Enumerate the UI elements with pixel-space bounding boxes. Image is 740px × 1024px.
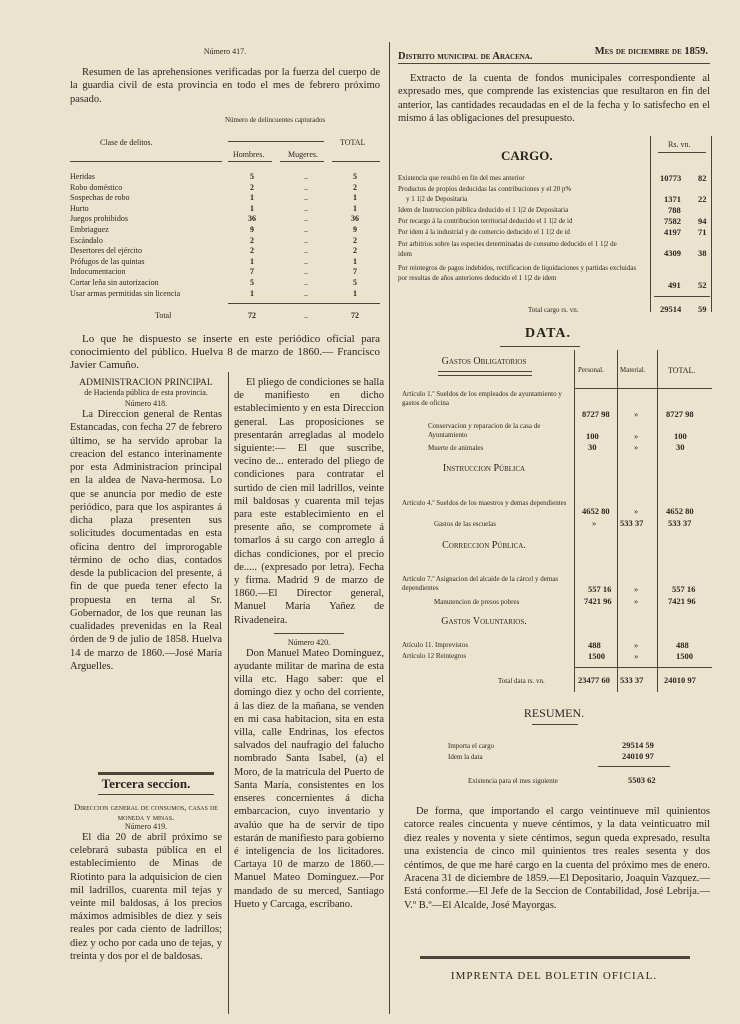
table-row: Embriaguez 9 .. 9 xyxy=(70,224,357,234)
resumen-title: RESUMEN. xyxy=(523,706,585,720)
data-total-label: Total data rs. vn. xyxy=(498,677,545,685)
table-header-group: Número de delincuentes capturados xyxy=(224,116,326,124)
numero-419: Número 419. xyxy=(124,822,168,831)
closing-aracena: De forma, que importando el cargo veintinueve mil quinientos catorce reales cincuenta y nueve céntimos, y la data veinticuatro mil diez reales y noventa y siete céntimos, segun queda expresado, resulta una existencia de cinco mil quinientos tres reales sesenta y dos céntimos, de que me haré cargo en la cuenta del próximo mes de enero. Aracena 31 de diciembre de 1859.—El Depositario, Joaquin Vazquez.—Está conforme.—El Jefe de la Seccion de Contabilidad, José Lebrija.—V.º B.º—El Alcalde, José Mayorgas. xyxy=(404,806,710,911)
cargo-row: Existencia que resultó en fin del mes anterior xyxy=(398,174,525,182)
table-row: Sospechas de robo 1 .. 1 xyxy=(70,193,357,203)
extracto: Extracto de la cuenta de fondos municipales correspondiente al expresado mes, que comprende las existencias que resultaron en fin del anterior, las cantidades recaudadas en el de la fecha y lo satisfecho en el mismo á las obligaciones del presupuesto. xyxy=(398,73,710,125)
body-419: El dia 20 de abril próximo se celebrará subasta pública en el establecimiento de Minas de Riotinto para la adquisicion de cien mil ladrillos, cuarenta mil tejas y veinte mil baldosas, á los precios máximos admisibles de diez y seis reales por cada ciento de ladrillos; diez y ocho por cada uno de tejas, y treinta y dos por el de baldosas. xyxy=(70,832,222,962)
data-table: Personal. Material. TOTAL. Gastos Obligatorios Artículo 1.º Sueldos de los empleados de ayuntamiento y gastos de oficina 8727 98 » 8727 98 Conservacion y reparacion de la casa de Ayuntamiento 100 » 100 Muerte de animales 30 » 30 Instruccion Pública Artículo 4.º Sueldos de los maestros y demas dependientes 4652 80 » 4652 80 Gastos de las escuelas » 533 37 533 37 Correccion Pública. Artículo 7.º Asignacion del alcaide de la cárcel y demas dependientes 557 16 » 557 16 Manutencion de presos pobres 7421 96 » 7421 96 Gastos Voluntarios. Atículo 11. Imprevistos 488 » 488 Artículo 12 Reintegros 1500 » 1500 Total data rs. vn. 23477 60 533 37 24010 97 xyxy=(398,350,713,695)
table-body xyxy=(70,172,380,299)
existencia-label: Existencia para el mes siguiente xyxy=(468,777,558,785)
column-a-bottom xyxy=(70,803,222,963)
newspaper-page: Número 417. Resumen de las aprehensiones verificadas por la fuerza del cuerpo de la guardia civil de esta provincia en todo el mes de febrero próximo pasado. Número de delincuentes capturados Clase de delitos. Hombres. Mugeres. TOTAL Heridas 5 .. 5 Robo doméstico 2 .. 2 Sospechas de robo 1 .. 1 Hurto 1 .. 1 Juegos prohibidos 36 .. 36 Embriaguez 9 .. 9 Escándalo 2 .. 2 Desertores del ejército 2 .. 2 Prófugos de las quintas 1 .. 1 Indocumentacion 7 .. 7 Cortar leña sin autorizacion 5 .. 5 Usar armas permitidas sin licencia 1 .. 1 Total 72 .. 72 Lo que he dispuesto se inserte en este periódico oficial para conocimiento del público. Huelva 8 de marzo de 1860.— Francisco Javier Camuño. ADMINISTRACION PRINCIPAL de Hacienda pública de esta provincia. Número 418. La Direccion general de Rentas Estancadas, con fecha 27 de febrero último, se ha servido aprobar la creacion del estanco interinamente por esta Administracion principal en la aldea de Nava-hermosa. Lo que se anuncia por medio de este periódico, para que los aspirantes á dicha plaza presenten sus solicitudes documentadas en esta oficina dentro del improrogable término de ocho dias, contados desde la publicacion del presente, á fin de que pueda tener efecto la propuesta en terna al Sr. Gobernador, de los que reunan las cualidades prevenidas en la Real órden de 9 de julio de 1858. Huelva 14 de marzo de 1860.—José María Arguelles. Tercera seccion. Direccion general de consumos, casas de moneda y minas. Número 419. El dia 20 de abril próximo se celebrará subasta pública en el establecimiento de Minas de Riotinto para la adquisicion de cien mil ladrillos, cuarenta mil tejas y veinte mil baldosas, á los precios máximos admisibles de diez y seis reales por cada ciento de ladrillos; diez y ocho por cada uno de tejas, y treinta y dos por el de baldosas. El pliego de condiciones se halla de manifiesto en dicho establecimiento y en esta Direccion general. Las proposiciones se presentarán arregladas al modelo siguiente:— El que suscribe, vecino de... enterado del pliego de condiciones para contratar el surtido de cien mil ladrillos, veinte mil baldosas y cuarenta mil tejas para este establecimiento en el presente año, se compromete á tomarlos á su cargo con arreglo á dichas condiciones, por el precio de..... (expresado por letra). Fecha y firma. Madrid 9 de marzo de 1860.—El Director general, Manuel María Yañez de Rivadeneira. Número 420. Don Manuel Mateo Dominguez, ayudante militar de marina de esta villa etc. Hago saber: que el domingo diez y ocho del corriente, á las diez de la mañana, se venden en mi casa habitacion, sita en esta villa, calle Endrinas, los efectos salvados del naufragio del falucho nombrado Santa Isabel, (a) el Moro, de la matrícula del Puerto de Santa María, consistentes en los enseres concernientes á dicha embarcacion, cuyo inventario y avalúo que ha de servir de tipo estarán de manifiesto para gobierno é inteligencia de los licitadores. Cartaya 10 de marzo de 1860.—Manuel Mateo Dominguez.—Por mandado de su merced, Santiago Hueto y Carcaga, escribano. Distrito municipal de Aracena. Mes de diciembre de 1859. Extracto de la cuenta de fondos municipales correspondiente al expresado mes, que comprende las existencias que resultaron en fin del anterior, las cantidades recaudadas en el de la fecha y lo satisfecho en el mismo á las obligaciones del presupuesto. CARGO. Rs. vn. Existencia que resultó en fin del mes anterior 10773 82 Productos de propios deducidas las contribuciones y el 20 p% y 1 1|2 de Depositaria 1371 22 Idem de Instruccion pública deducido el 1 1|2 de Depositaria 788 Por recargo á la contribucion territorial deducido el 1 1|2 de id 7582 94 Por idem á la industrial y de comercio deducido el 1 1|2 de id 4197 71 Por arbitrios sobre las especies determinadas de consumo deducido el 1 1|2 de idem 4309 38 Por reintegros de pagos indebidos, rectificacion de liquidaciones y partidas excluidas por resultas de años anteriores deducido el 1 1|2 de idem 491 52 Total cargo rs. vn. 29514 59 DATA. Personal. Material. TOTAL. Gastos Obligatorios Artículo 1.º Sueldos de los empleados de ayuntamiento y gastos de oficina 8727 98 » 8727 98 Conservacion y reparacion de la casa de Ayuntamiento 100 » 100 Muerte de animales 30 » 30 Instruccion Pública Artículo 4.º Sueldos de los maestros y demas dependientes 4652 80 » 4652 80 Gastos de las escuelas » 533 37 533 37 Correccion Pública. Artículo 7.º Asignacion del alcaide de la cárcel y demas dependientes 557 16 » 557 16 Manutencion de presos pobres 7421 96 » 7421 96 Gastos Voluntarios. Atículo 11. Imprevistos 488 » 488 Artículo 12 Reintegros 1500 » 1500 Total data rs. vn. 23477 60 533 37 24010 97 RESUMEN. Importa el cargo 29514 59 Idem la data 24010 97 Existencia para el mes siguiente 5503 62 De forma, que importando el cargo veintinueve mil quinientos catorce reales cincuenta y nueve céntimos, y la data veinticuatro mil diez reales y noventa y siete céntimos, segun queda expresado, resulta una existencia de cinco mil quinientos tres reales sesenta y dos céntimos, de que me haré cargo en la cuenta del próximo mes de enero. Aracena 31 de diciembre de 1859.—El Depositario, Joaquin Vazquez.—Está conforme.—El Jefe de la Seccion de Contabilidad, José Lebrija.—V.º B.º—El Alcalde, José Mayorgas. IMPRENTA DEL BOLETIN OFICIAL. xyxy=(0,0,740,1024)
data-row: Artículo 1.º Sueldos de los empleados de ayuntamiento y gastos de oficina xyxy=(402,390,562,408)
data-row: Muerte de animales xyxy=(428,444,484,452)
numero-420: Número 420. xyxy=(287,637,331,647)
column-divider xyxy=(389,42,390,1014)
table-row: Escándalo 2 .. 2 xyxy=(70,235,357,245)
numero-417: Número 417. xyxy=(203,47,247,56)
cargo-row: Por arbitrios sobre las especies determinadas de consumo deducido el 1 1|2 de idem xyxy=(398,240,617,258)
col-clase: Clase de delitos. xyxy=(100,138,153,147)
data-total-personal: 23477 60 xyxy=(578,675,610,685)
column-b xyxy=(234,376,384,911)
cargo-total: 29514 xyxy=(660,304,682,314)
subcolumn-divider xyxy=(228,372,229,1014)
section-title: Gastos Obligatorios xyxy=(441,356,527,367)
section-title: Instruccion Pública xyxy=(442,463,526,474)
data-row: Artículo 7.º Asignacion del alcaide de la cárcel y demas dependientes xyxy=(402,575,559,593)
dir-title: Direccion general de consumos, casas de moneda y minas. xyxy=(74,802,218,822)
cargo-row: Por idem á la industrial y de comercio deducido el 1 1|2 de id xyxy=(398,228,570,236)
data-row: Gastos de las escuelas xyxy=(434,520,497,528)
table-row: Robo doméstico 2 .. 2 xyxy=(70,182,357,192)
existencia-value: 5503 62 xyxy=(628,775,656,785)
mes-title: Mes de diciembre de 1859. xyxy=(594,46,708,57)
cargo-row: Productos de propios deducidas las contribuciones y el 20 p% xyxy=(398,185,572,193)
table-row: Desertores del ejército 2 .. 2 xyxy=(70,246,357,256)
col-mugeres: Mugeres. xyxy=(288,150,318,159)
right-header xyxy=(398,46,708,64)
table-row: Indocumentacion 7 .. 7 xyxy=(70,267,357,277)
admin-title: ADMINISTRACION PRINCIPAL xyxy=(79,378,213,388)
cargo-row: Por reintegros de pagos indebidos, rectificacion de liquidaciones y partidas excluidas por resultas de años anteriores deducido el 1 1|2 de idem xyxy=(398,264,637,282)
resumen-row: Importa el cargo xyxy=(448,742,495,750)
table-total-row: Total 72 .. 72 xyxy=(155,311,359,320)
cargo-total-label: Total cargo rs. vn. xyxy=(528,306,579,314)
distrito-title: Distrito municipal de Aracena. xyxy=(398,51,533,62)
section-title: Gastos Voluntarios. xyxy=(441,616,527,627)
body-419-cont: El pliego de condiciones se halla de manifiesto en dicho establecimiento y en esta Direccion general. Las proposiciones se presentarán arregladas al modelo siguiente:— El que suscribe, vecino de... enterado del pliego de condiciones para contratar el surtido de cien mil ladrillos, veinte mil baldosas y cuarenta mil tejas para este establecimiento en el presente año, se compromete á tomarlos á su cargo con arreglo á dichas condiciones, por el precio de..... (expresado por letra). Fecha y firma. Madrid 9 de marzo de 1860.—El Director general, Manuel María Yañez de Rivadeneira. xyxy=(234,377,384,626)
resumen-intro: Resumen de las aprehensiones verificadas por la fuerza del cuerpo de la guardia civil de esta provincia en todo el mes de febrero próximo pasado. xyxy=(70,67,380,105)
numero-418: Número 418. xyxy=(124,399,168,408)
table-row: Juegos prohibidos 36 .. 36 xyxy=(70,214,359,224)
tercera-seccion: Tercera seccion. xyxy=(101,776,191,791)
table-row: Heridas 5 .. 5 xyxy=(70,172,357,181)
col-total: TOTAL xyxy=(340,138,366,147)
data-row: Atículo 11. Imprevistos xyxy=(402,641,469,649)
data-row: Artículo 12 Reintegros xyxy=(402,652,467,660)
resumen-row: Idem la data xyxy=(448,753,483,761)
data-row: Artículo 4.º Sueldos de los maestros y demas dependientes xyxy=(402,499,567,507)
cargo-title: CARGO. xyxy=(501,148,553,163)
cargo-row: Por recargo á la contribucion territorial deducido el 1 1|2 de id xyxy=(398,217,573,225)
data-total-material: 533 37 xyxy=(620,675,644,685)
col-material: Material. xyxy=(620,366,646,374)
data-total: 24010 97 xyxy=(664,675,696,685)
section-title: Correccion Pública. xyxy=(442,540,526,551)
col-personal: Personal. xyxy=(578,366,604,374)
imprenta-footer: IMPRENTA DEL BOLETIN OFICIAL. xyxy=(450,970,658,982)
body-420: Don Manuel Mateo Dominguez, ayudante militar de marina de esta villa etc. Hago saber: que el domingo diez y ocho del corriente, á las diez de la mañana, se venden en mi casa habitacion, sita en esta villa, calle Endrinas, los efectos salvados del naufragio del falucho nombrado Santa Isabel, (a) el Moro, de la matrícula del Puerto de Santa María, consistentes en los enseres concernientes á dicha embarcacion, cuyo inventario y avalúo que ha de servir de tipo estarán de manifiesto para gobierno é inteligencia de los licitadores. Cartaya 10 de marzo de 1860.—Manuel Mateo Dominguez.—Por mandado de su merced, Santiago Hueto y Carcaga, escribano. xyxy=(234,647,384,910)
column-a xyxy=(70,378,222,673)
col-hombres: Hombres. xyxy=(233,150,265,159)
data-title: DATA. xyxy=(524,326,572,341)
data-row: Conservacion y reparacion de la casa de Ayuntamiento xyxy=(428,422,541,440)
admin-subtitle: de Hacienda pública de esta provincia. xyxy=(84,388,208,397)
body-418: La Direccion general de Rentas Estancadas, con fecha 27 de febrero último, se ha servido aprobar la creacion del estanco interinamente por esta Administracion principal en la aldea de Nava-hermosa. Lo que se anuncia por medio de este periódico, para que los aspirantes á dicha plaza presenten sus solicitudes documentadas en esta oficina dentro del improrogable término de ocho dias, contados desde la publicacion del presente, á fin de que pueda tener efecto la propuesta en terna al Sr. Gobernador, de los que reunan las cualidades prevenidas en la Real órden de 9 de julio de 1858. Huelva 14 de marzo de 1860.—José María Arguelles. xyxy=(70,409,222,672)
closing-417: Lo que he dispuesto se inserte en este periódico oficial para conocimiento del público. Huelva 8 de marzo de 1860.— Francisco Javier Camuño. xyxy=(70,333,380,371)
table-row: Prófugos de las quintas 1 .. 1 xyxy=(70,256,357,266)
data-row: Manutencion de presos pobres xyxy=(434,598,520,606)
table-row: Hurto 1 .. 1 xyxy=(70,203,357,213)
cargo-row: Idem de Instruccion pública deducido el 1 1|2 de Depositaria xyxy=(398,206,569,214)
table-row: Cortar leña sin autorizacion 5 .. 5 xyxy=(70,277,357,287)
col-total-data: TOTAL. xyxy=(668,366,696,375)
cargo-unit: Rs. vn. xyxy=(668,140,691,149)
table-row: Usar armas permitidas sin licencia 1 .. 1 xyxy=(70,288,357,298)
